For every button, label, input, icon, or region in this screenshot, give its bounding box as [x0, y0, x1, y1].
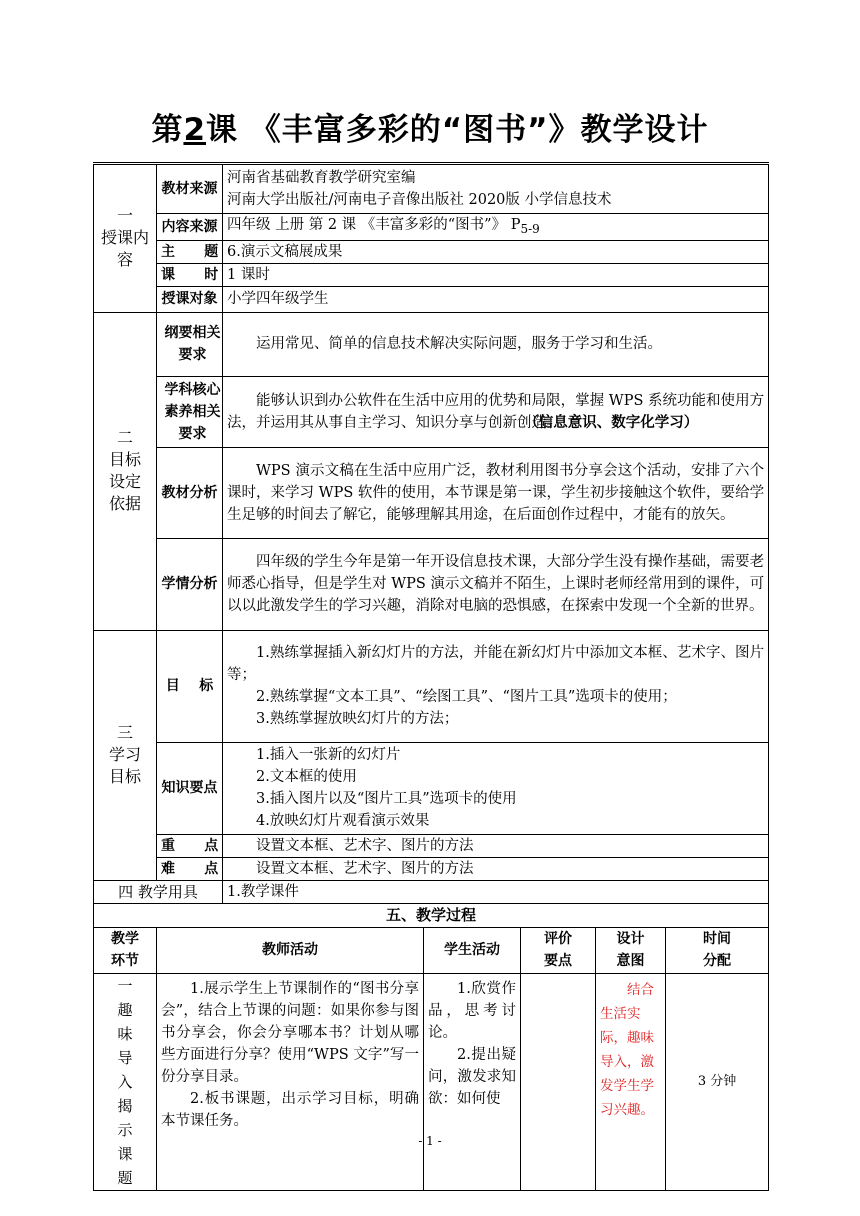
row-value: 设置文本框、艺术字、图片的方法 [223, 834, 769, 857]
section-3-label: 三 学习目标 [94, 630, 157, 880]
row-key: 目 标 [157, 630, 223, 742]
col-header-time: 时间分配 [666, 927, 769, 973]
row-key: 纲要相关要求 [157, 312, 223, 376]
student-step: 2.提出疑问，激发求知欲：如何使 [428, 1046, 516, 1107]
row-value: 1.教学课件 [223, 880, 769, 903]
row-key: 重 点 [157, 834, 223, 857]
goal-item: 2.熟练掌握“文本工具”、“绘图工具”、“图片工具”选项卡的使用； [256, 689, 677, 706]
row-value: 6.演示文稿展成果 [223, 240, 769, 263]
section-4-label: 四 教学用具 [94, 880, 223, 903]
row-value: 四年级 上册 第 2 课 《丰富多彩的“图书”》 $P_{5-9}$ [223, 214, 769, 241]
goal-item: 3.熟练掌握放映幻灯片的方法； [256, 711, 459, 728]
page-title: 第2课 《丰富多彩的“图书”》教学设计 [151, 112, 709, 148]
col-header-student: 学生活动 [424, 927, 521, 973]
row-key: 教材来源 [157, 164, 223, 214]
row-key: 学情分析 [157, 538, 223, 630]
col-header-stage: 教学环节 [94, 927, 157, 973]
row-key: 教材分析 [157, 447, 223, 538]
student-activity [424, 973, 521, 1190]
row-value: 能够认识到办公软件在生活中应用的优势和局限，掌握 WPS 系统功能和使用方法，并运用其从事自主学习、知识分享与创新创造。（信息意识、数字化学习） [223, 376, 769, 447]
lesson-plan-table [93, 162, 769, 1191]
col-header-teacher: 教师活动 [157, 927, 424, 973]
point-item: 3.插入图片以及“图片工具”选项卡的使用 [256, 791, 517, 808]
stage-cell: 一趣味导入揭示课题 [94, 973, 157, 1190]
row-value: 四年级的学生今年是第一年开设信息技术课，大部分学生没有操作基础，需要老师悉心指导，但是学生对 WPS 演示文稿并不陌生，上课时老师经常用到的课件，可以以此激发学生的学习兴趣，消除对电脑的恐惧感，在探索中发现一个全新的世界。 [223, 538, 769, 630]
row-key: 主 题 [157, 240, 223, 263]
teacher-step: 2.板书课题，出示学习目标，明确本节课任务。 [161, 1090, 419, 1129]
teacher-activity [157, 973, 424, 1190]
row-value: 河南省基础教育教学研究室编 河南大学出版社/河南电子音像出版社 2020版 小学信息技术 [223, 164, 769, 214]
goals-list [223, 630, 769, 742]
row-key: 难 点 [157, 857, 223, 880]
row-key: 学科核心素养相关要求 [157, 376, 223, 447]
row-key: 知识要点 [157, 742, 223, 834]
row-key: 课 时 [157, 263, 223, 286]
row-value: 1 课时 [223, 263, 769, 286]
col-header-eval: 评价要点 [521, 927, 596, 973]
goal-item: 1.熟练掌握插入新幻灯片的方法，并能在新幻灯片中添加文本框、艺术字、图片等； [227, 645, 765, 684]
points-list [223, 742, 769, 834]
row-value: WPS 演示文稿在生活中应用广泛，教材利用图书分享会这个活动，安排了六个课时，来学习 WPS 软件的使用，本节课是第一课，学生初步接触这个软件，要给学生足够的时间去了解它，能够理解其用途，在后面创作过程中，才能有的放矢。 [223, 447, 769, 538]
design-intent [596, 973, 666, 1190]
eval-cell [521, 973, 596, 1190]
student-step: 1.欣赏作品，思考讨论。 [428, 980, 516, 1041]
row-key: 授课对象 [157, 286, 223, 312]
point-item: 2.文本框的使用 [256, 769, 357, 786]
row-value: 运用常见、简单的信息技术解决实际问题，服务于学习和生活。 [223, 312, 769, 376]
section-2-label: 二 目标设定依据 [94, 312, 157, 630]
row-key: 内容来源 [157, 214, 223, 241]
time-cell: 3 分钟 [666, 973, 769, 1190]
teacher-step: 1.展示学生上节课制作的“图书分享会”，结合上节课的问题：如果你参与图书分享会，你会分享哪本书？计划从哪些方面进行分享？使用“WPS 文字”写一份分享目录。 [161, 980, 419, 1085]
point-item: 4.放映幻灯片观看演示效果 [256, 813, 430, 830]
row-value: 小学四年级学生 [223, 286, 769, 312]
col-header-design: 设计意图 [596, 927, 666, 973]
point-item: 1.插入一张新的幻灯片 [256, 747, 401, 764]
section-5-title: 五、教学过程 [94, 903, 769, 927]
section-1-label: 一 授课内容 [94, 164, 157, 313]
page-number: - 1 - [418, 1134, 442, 1148]
design-text: 结合生活实际，趣味导入，激发学生学习兴趣。 [600, 981, 654, 1118]
row-value: 设置文本框、艺术字、图片的方法 [223, 857, 769, 880]
